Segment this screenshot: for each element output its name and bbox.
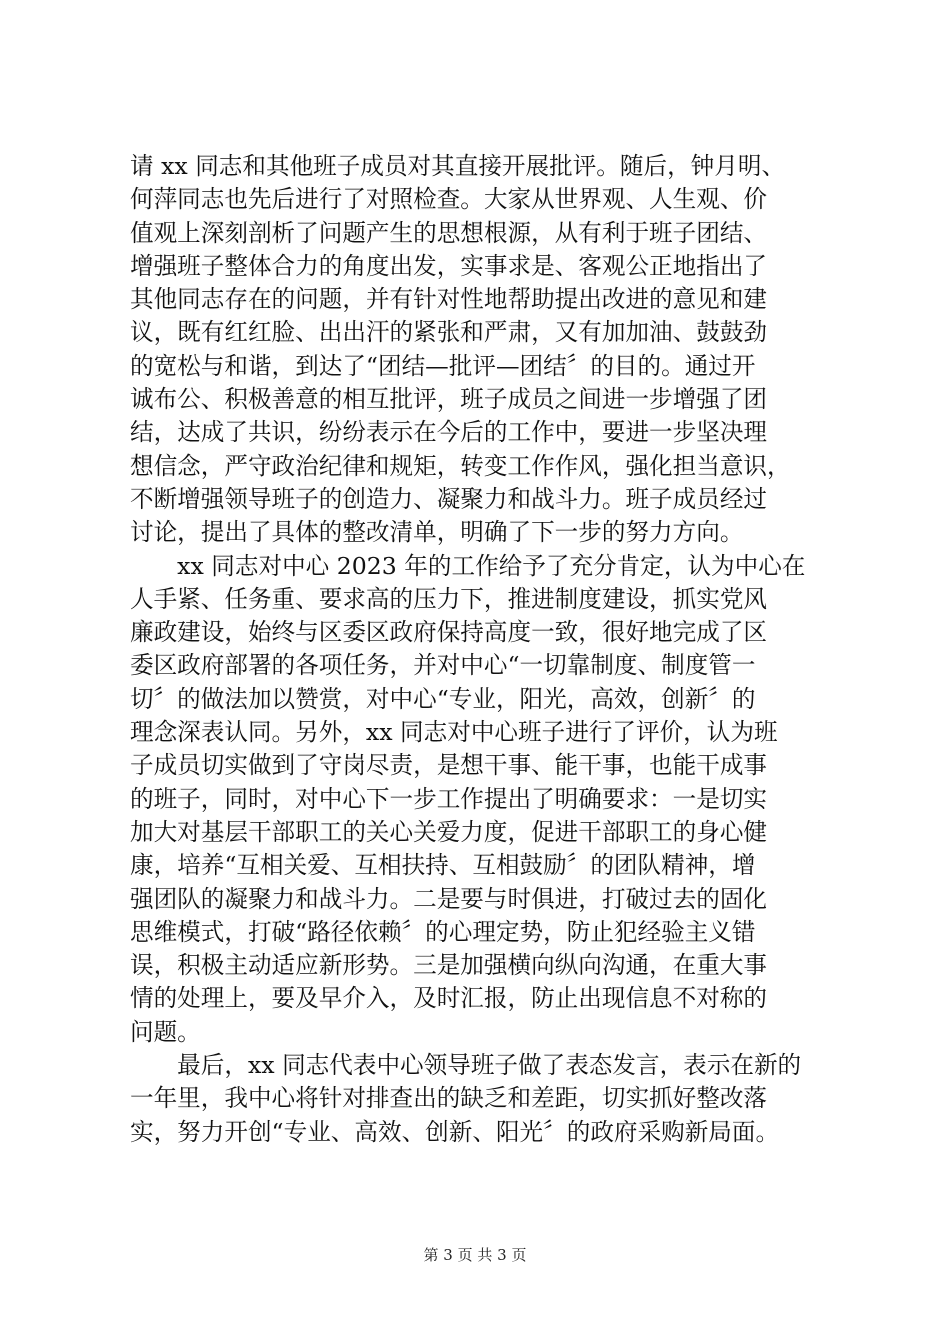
text-line: 问题。 [130, 1017, 201, 1046]
text-line: 的宽松与和谐，到达了“团结—批评—团结〞的目的。通过开 [130, 351, 756, 380]
text-line: 想信念，严守政治纪律和规矩，转变工作作风，强化担当意识， [130, 451, 791, 480]
text-line: 其他同志存在的问题，并有针对性地帮助提出改进的意见和建 [130, 285, 768, 314]
text-line: 一年里，我中心将针对排查出的缺乏和差距，切实抓好整改落 [130, 1084, 768, 1113]
text-line: 议，既有红红脸、出出汗的紧张和严肃，又有加加油、鼓鼓劲 [130, 318, 768, 347]
text-line: xx 同志对中心 2023 年的工作给予了充分肯定，认为中心在 [130, 551, 806, 580]
text-line: 情的处理上，要及早介入，及时汇报，防止出现信息不对称的 [130, 984, 768, 1013]
text-line: 切〞的做法加以赞赏，对中心“专业，阳光，高效，创新〞的 [130, 684, 756, 713]
text-line: 委区政府部署的各项任务，并对中心“一切靠制度、制度管一 [130, 651, 756, 680]
body-text [130, 150, 830, 1149]
text-line: 增强班子整体合力的角度出发，实事求是、客观公正地指出了 [130, 251, 768, 280]
text-line: 康，培养“互相关爱、互相扶持、互相鼓励〞的团队精神，增 [130, 851, 756, 880]
text-line: 最后，xx 同志代表中心领导班子做了表态发言，表示在新的 [130, 1051, 802, 1080]
text-line: 误，积极主动适应新形势。三是加强横向纵向沟通，在重大事 [130, 951, 768, 980]
text-line: 值观上深刻剖析了问题产生的思想根源，从有利于班子团结、 [130, 218, 768, 247]
text-line: 诚布公、积极善意的相互批评，班子成员之间进一步增强了团 [130, 385, 768, 414]
text-line: 加大对基层干部职工的关心关爱力度，促进干部职工的身心健 [130, 817, 768, 846]
text-line: 理念深表认同。另外，xx 同志对中心班子进行了评价，认为班 [130, 718, 778, 747]
page-number-footer: 第 3 页 共 3 页 [423, 1246, 527, 1264]
text-line: 实，努力开创“专业、高效、创新、阳光〞的政府采购新局面。 [130, 1117, 780, 1146]
text-line: 思维模式，打破“路径依赖〞的心理定势，防止犯经验主义错 [130, 917, 756, 946]
text-line: 人手紧、任务重、要求高的压力下，推进制度建设，抓实党风 [130, 584, 768, 613]
text-line: 不断增强领导班子的创造力、凝聚力和战斗力。班子成员经过 [130, 484, 768, 513]
text-line: 的班子，同时，对中心下一步工作提出了明确要求：一是切实 [130, 784, 768, 813]
text-line: 结，达成了共识，纷纷表示在今后的工作中，要进一步坚决理 [130, 418, 768, 447]
text-line: 强团队的凝聚力和战斗力。二是要与时俱进，打破过去的固化 [130, 884, 768, 913]
text-line: 廉政建设，始终与区委区政府保持高度一致，很好地完成了区 [130, 618, 768, 647]
text-line: 何萍同志也先后进行了对照检查。大家从世界观、人生观、价 [130, 185, 768, 214]
text-line: 请 xx 同志和其他班子成员对其直接开展批评。随后，钟月明、 [130, 152, 786, 180]
text-line: 讨论，提出了具体的整改清单，明确了下一步的努力方向。 [130, 518, 744, 547]
text-line: 子成员切实做到了守岗尽责，是想干事、能干事，也能干成事 [130, 751, 768, 780]
